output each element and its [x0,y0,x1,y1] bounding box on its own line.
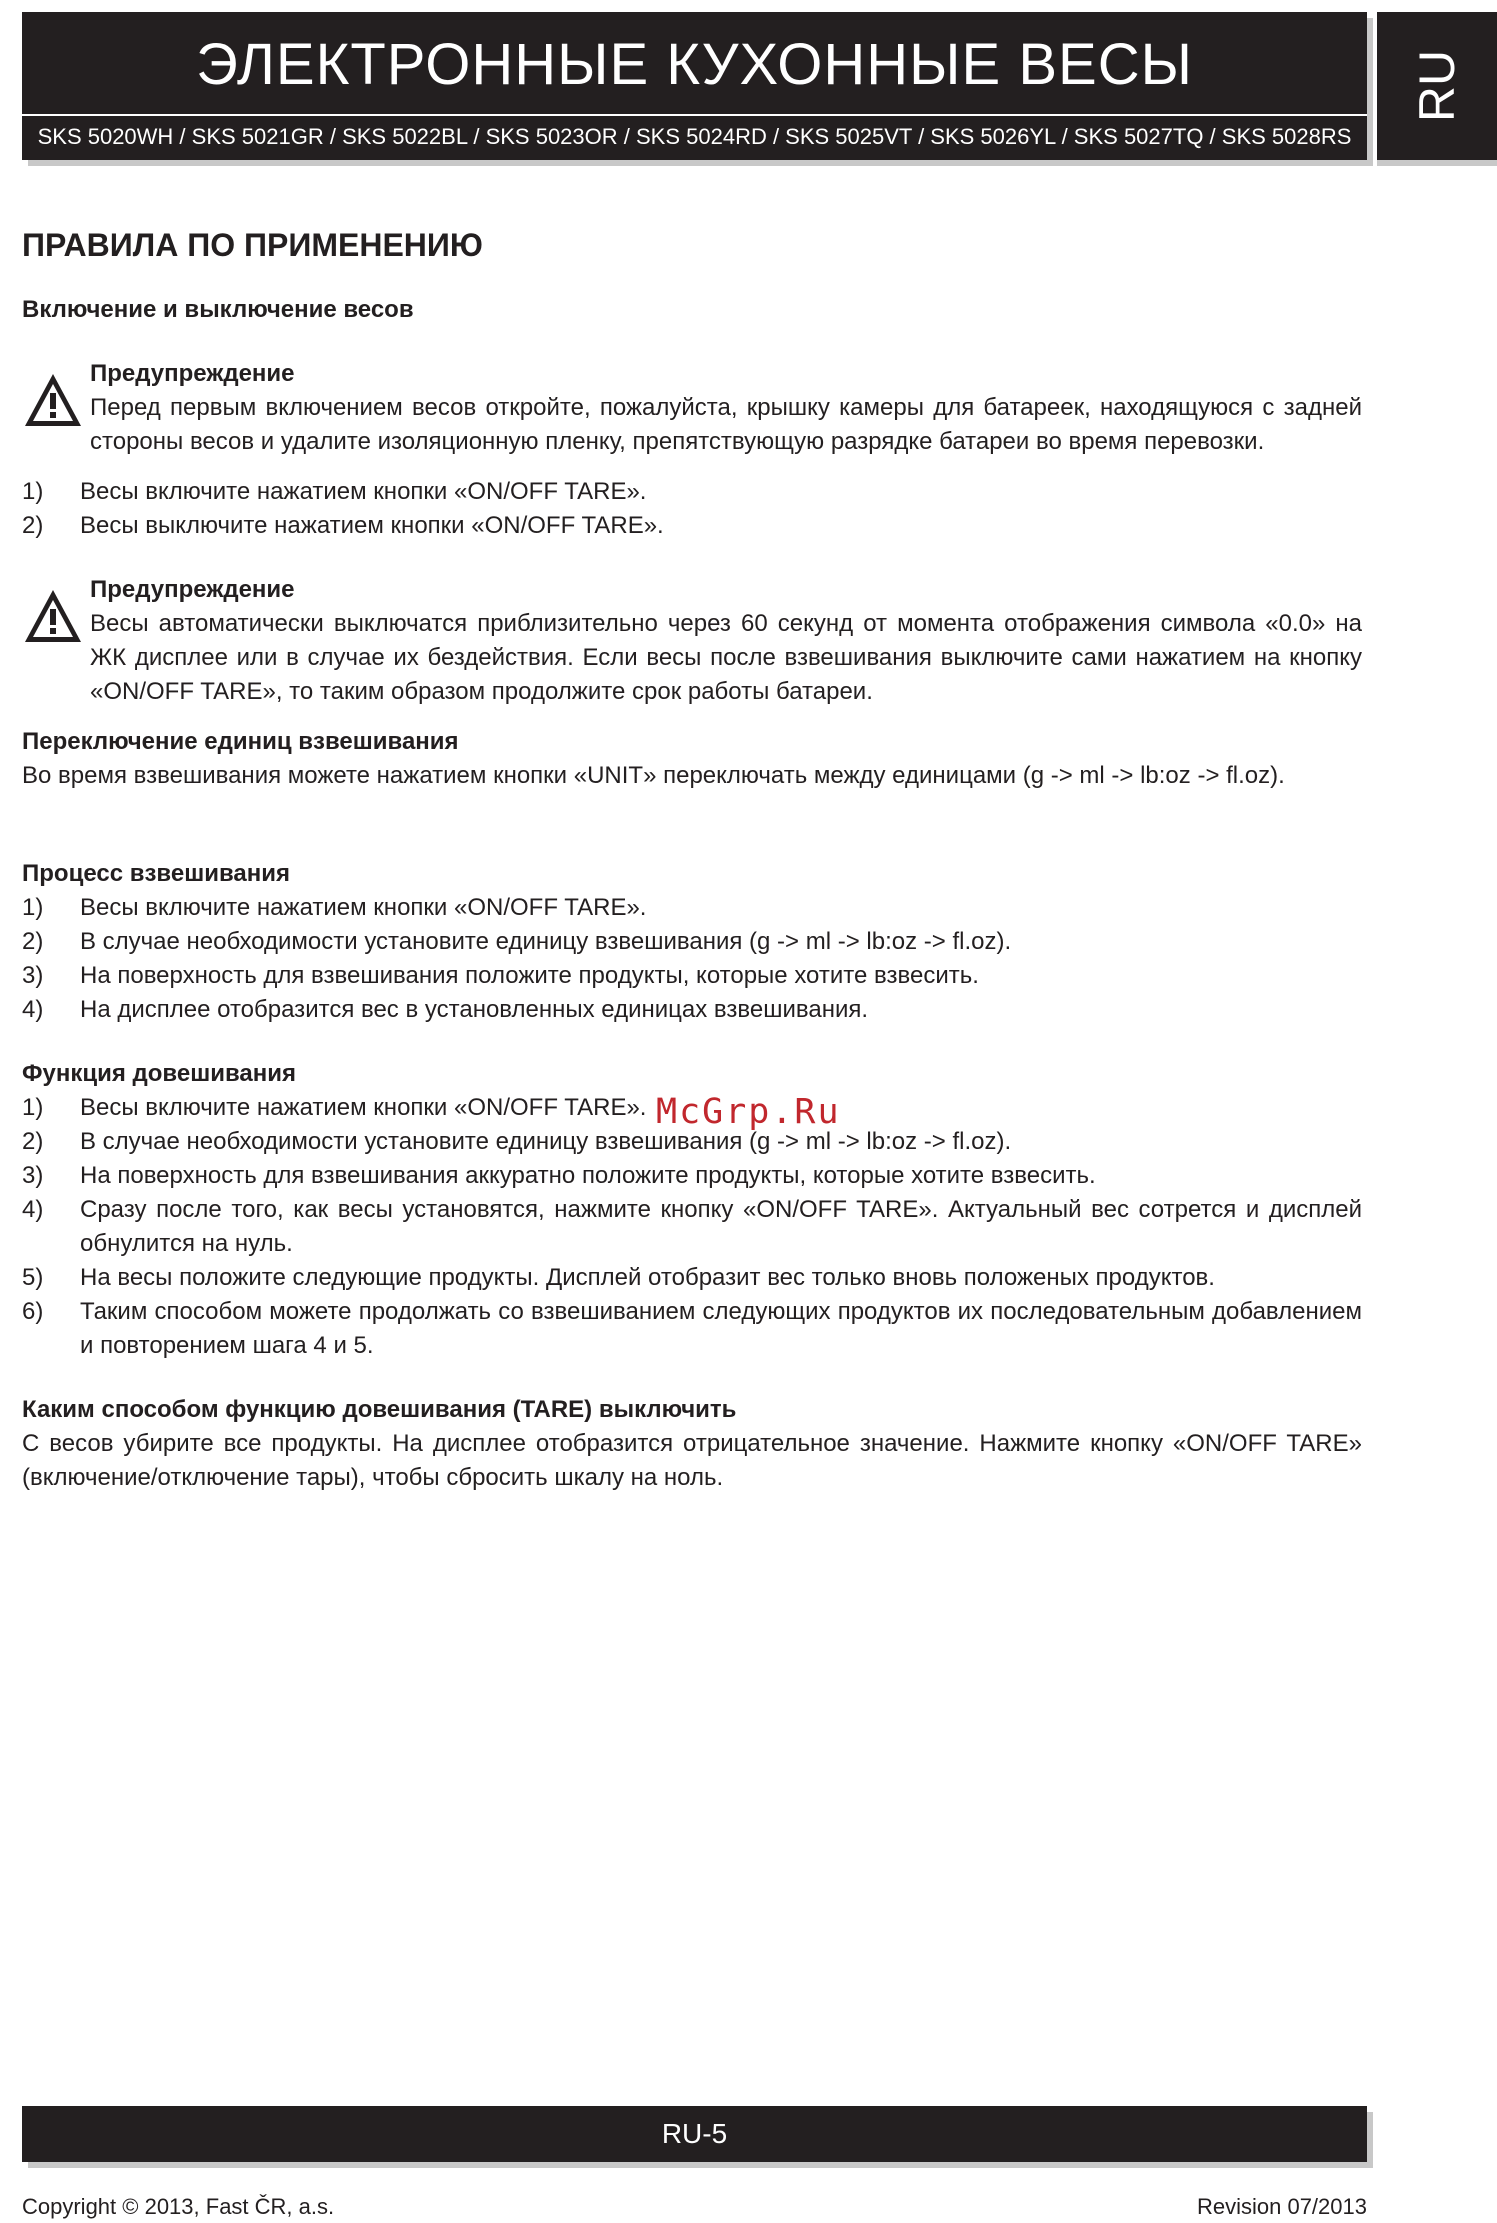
main-content [22,225,1362,1495]
page-number-bar [22,2106,1367,2162]
list-item: 4) На дисплее отобразится вес в установленных единицах взвешивания. [22,996,869,1023]
tare-off-heading: Каким способом функцию довешивания (TARE) выключить [22,1396,737,1423]
header-banner [22,12,1367,160]
warning-title: Предупреждение [90,576,295,603]
tare-off-text: С весов убирите все продукты. На дисплее отобразится отрицательное значение. Нажмите кнопку «ON/OFF TARE» (включение/отключение тары), чтобы сбросить шкалу на ноль. [22,1430,1362,1491]
warning-block [22,573,1362,709]
list-item: 5) На весы положите следующие продукты. Дисплей отобразит вес только вновь положеных продуктов. [22,1264,1215,1291]
power-heading: Включение и выключение весов [22,296,414,323]
power-steps [22,475,1362,543]
tare-heading: Функция довешивания [22,1060,296,1087]
section-title: ПРАВИЛА ПО ПРИМЕНЕНИЮ [22,227,483,263]
list-item: 2) В случае необходимости установите единицу взвешивания (g -> ml -> lb:oz -> fl.oz). [22,928,1012,955]
revision: Revision 07/2013 [1196,2194,1367,2219]
warning-text: Перед первым включением весов откройте, пожалуйста, крышку камеры для батареек, находящуюся с задней стороны весов и удалите изоляционную пленку, препятствующую разрядке батареи во время перевозки. [90,394,1362,455]
list-item: 3) На поверхность для взвешивания аккуратно положите продукты, которые хотите взвесить. [22,1162,1096,1189]
warning-title: Предупреждение [90,360,295,387]
warning-text: Весы автоматически выключатся приблизительно через 60 секунд от момента отображения символа «0.0» на ЖК дисплее или в случае их бездействия. Если весы после взвешивания выключите сами нажатием на кнопку «ON/OFF TARE», то таким образом продолжите срок работы батареи. [90,610,1362,705]
document-title: ЭЛЕКТРОННЫЕ КУХОННЫЕ ВЕСЫ [196,32,1193,97]
warning-triangle-icon [22,587,84,645]
warning-block [22,357,1362,459]
page-number: RU-5 [661,2118,728,2149]
language-label: RU [1409,49,1465,123]
warning-triangle-icon [22,371,84,429]
language-tab [1377,12,1497,160]
weighing-steps [22,891,1362,1027]
list-item: 6) Таким способом можете продолжать со взвешиванием следующих продуктов их последовательным добавлением и повторением шага 4 и 5. [22,1298,1362,1359]
model-list: SKS 5020WH / SKS 5021GR / SKS 5022BL / SKS 5023OR / SKS 5024RD / SKS 5025VT / SKS 5026YL / SKS 5027TQ / SKS 5028RS [37,124,1352,149]
weighing-heading: Процесс взвешивания [22,860,290,887]
watermark: McGrp.Ru [656,1092,841,1132]
list-item: 3) На поверхность для взвешивания положите продукты, которые хотите взвесить. [22,962,979,989]
list-item: 2) В случае необходимости установите единицу взвешивания (g -> ml -> lb:oz -> fl.oz). [22,1128,1012,1155]
list-item: 1) Весы включите нажатием кнопки «ON/OFF TARE». [22,894,647,921]
list-item: 1) Весы включите нажатием кнопки «ON/OFF TARE». [22,1094,647,1121]
units-heading: Переключение единиц взвешивания [22,728,459,755]
list-item: 4) Сразу после того, как весы установятся, нажмите кнопку «ON/OFF TARE». Актуальный вес сотрется и дисплей обнулится на нуль. [22,1196,1362,1257]
header-divider [22,114,1367,116]
units-text: Во время взвешивания можете нажатием кнопки «UNIT» переключать между единицами (g -> ml -> lb:oz -> fl.oz). [22,762,1285,789]
list-item: 1) Весы включите нажатием кнопки «ON/OFF TARE». [22,478,647,505]
copyright: Copyright © 2013, Fast ČR, a.s. [22,2194,335,2219]
list-item: 2) Весы выключите нажатием кнопки «ON/OFF TARE». [22,512,664,539]
